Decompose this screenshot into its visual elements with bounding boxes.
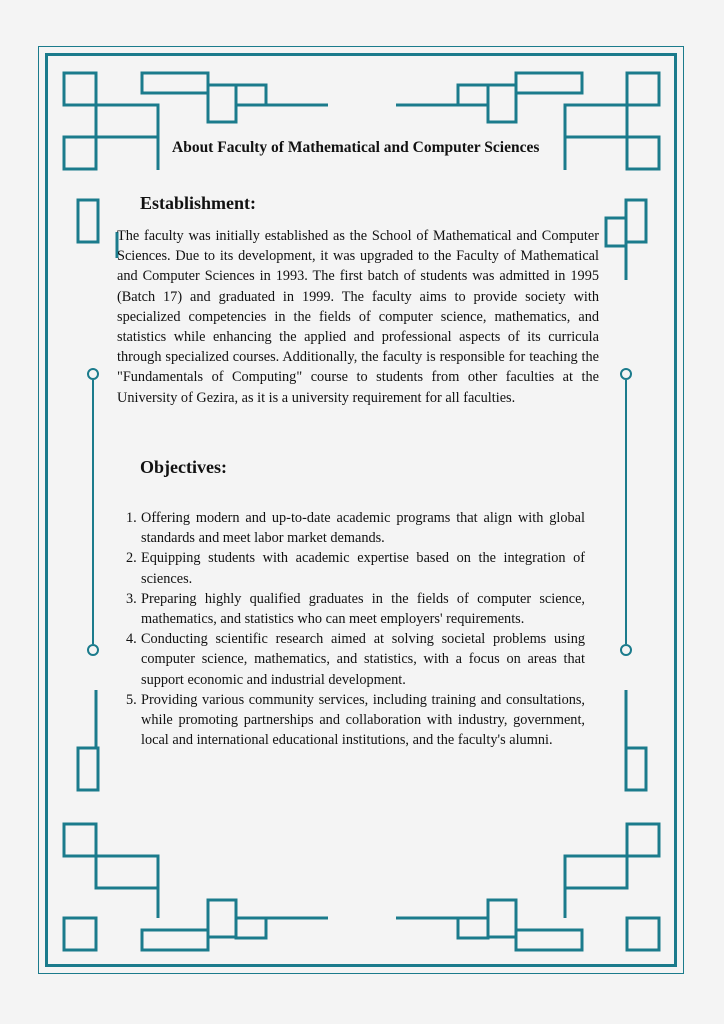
list-item-text: Conducting scientific research aimed at solving societal problems using computer science, mathematics, and statistics, with a focus on areas that support economic and industrial development. [141, 631, 585, 688]
list-item-text: Offering modern and up-to-date academic programs that align with global standards and meet labor market demands. [141, 510, 585, 547]
list-item-number: 1. [126, 510, 137, 526]
objectives-list [126, 508, 585, 750]
list-item [126, 548, 585, 588]
list-item-number: 3. [126, 590, 137, 607]
list-item-number: 5. [126, 691, 137, 708]
list-item [126, 629, 585, 690]
list-item-number: 2. [126, 550, 137, 567]
document-title: About Faculty of Mathematical and Computer Sciences [172, 139, 540, 156]
list-item-text: Preparing highly qualified graduates in the fields of computer science, mathematics, and statistics who can meet employers' requirements. [141, 590, 585, 628]
establishment-paragraph: The faculty was initially established as the School of Mathematical and Computer Sciences. Due to its development, it was upgraded to the Faculty of Mathematical and Computer Sciences in 1993. The first batch of students was admitted in 1995 (Batch 17) and graduated in 1999. The faculty aims to provide society with specialized competencies in the fields of computer science, mathematics, and statistics while enhancing the applied and professional aspects of its curricula through specialized courses. Additionally, the faculty is responsible for teaching the "Fundamentals of Computing" course to students from other faculties at the University of Gezira, as it is a university requirement for all faculties. [117, 228, 599, 406]
side-rod-left [88, 369, 98, 655]
list-item-text: Providing various community services, including training and consultations, while promoting partnerships and collaboration with industry, government, local and international educational institutions, and the faculty's alumni. [141, 691, 585, 749]
list-item-text: Equipping students with academic expertise based on the integration of sciences. [141, 550, 585, 587]
list-item-number: 4. [126, 631, 137, 648]
list-item [126, 589, 585, 629]
establishment-heading: Establishment: [140, 193, 257, 213]
list-item [126, 508, 585, 548]
list-item [126, 690, 585, 751]
objectives-heading: Objectives: [140, 457, 227, 477]
side-rod-right [621, 369, 631, 655]
